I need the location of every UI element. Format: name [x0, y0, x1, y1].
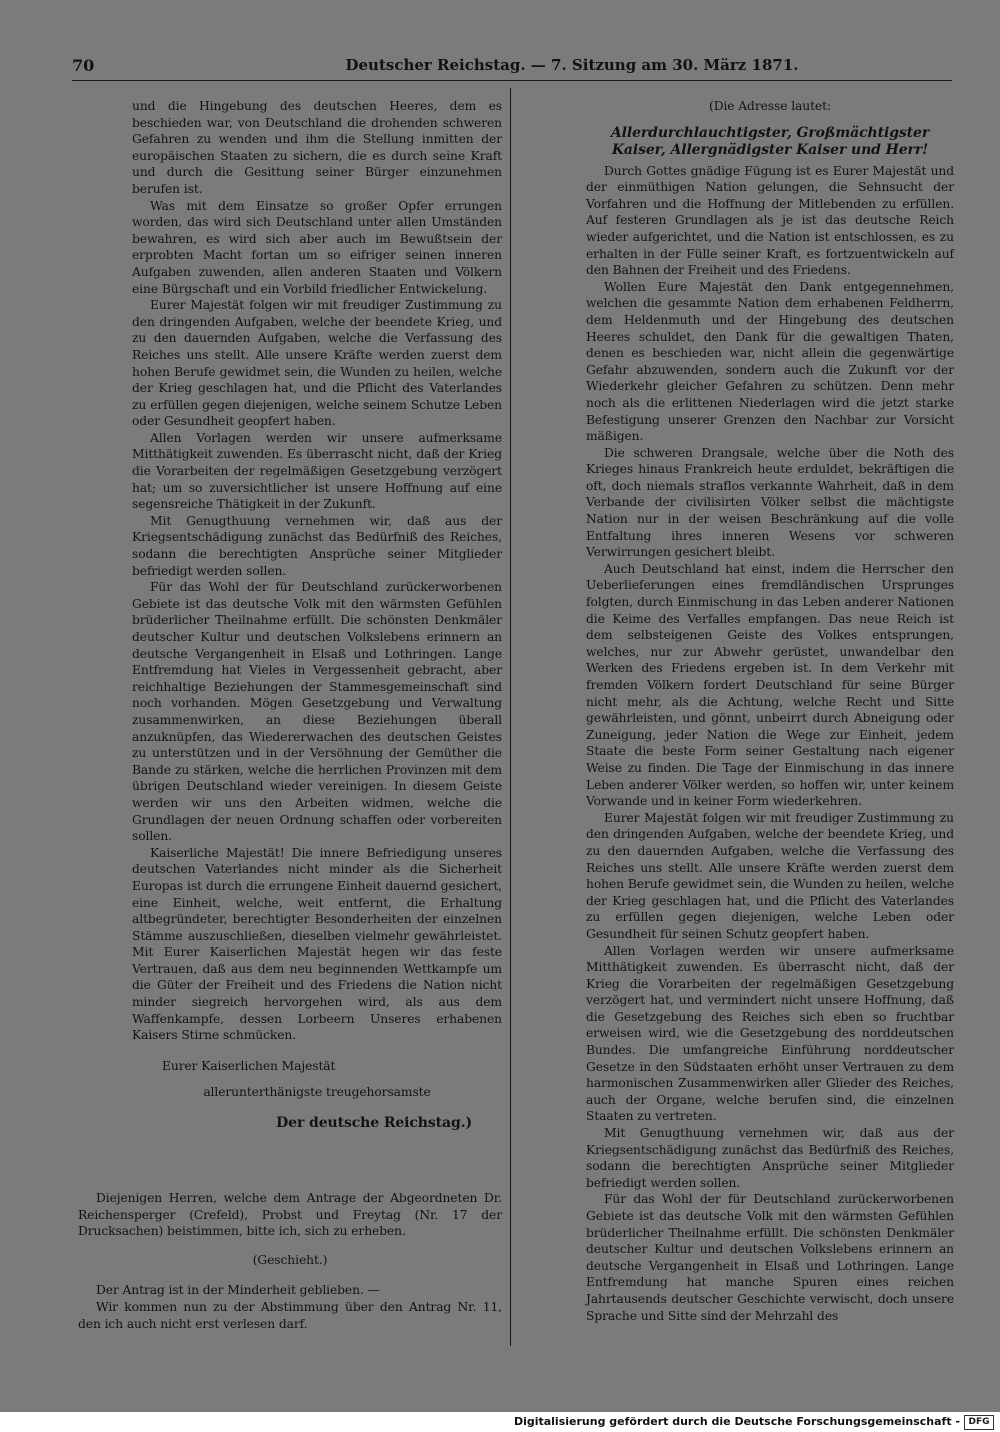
footer — [0, 1412, 1000, 1432]
signature: Der deutsche Reichstag.) — [276, 1115, 472, 1132]
action-note: (Geschieht.) — [252, 1252, 328, 1267]
paragraph: Für das Wohl der für Deutschland zurückerworbenen Gebiete ist das deutsche Volk mit den wärmsten Gefühlen brüderlicher Theilnahme erfüllt. Die schönsten Denkmäler deutscher Kultur und deutschen Volkslebens erinnern an deutsche Vergangenheit in Elsaß und Lothringen. Lange Entfremdung hat Vieles in Vergessenheit gebracht, aber reichhaltige Beziehungen der Stammesgemeinschaft sind noch vorhanden. Mögen Gesetzgebung und Verwaltung zusammenwirken, an diese Beziehungen überall anzuknüpfen, das Wiedererwachen des deutschen Geistes zu unterstützen und in der Versöhnung der Gemüther die Bande zu stärken, welche die herrlichen Provinzen mit dem übrigen Deutschland wieder vereinigen. In diesem Geiste werden wir uns den Arbeiten widmen, welche die Grundlagen der neuen Ordnung schaffen oder vorbereiten sollen. — [132, 580, 502, 844]
left-column-proceedings — [78, 1190, 502, 1332]
paragraph: Mit Genugthuung vernehmen wir, daß aus der Kriegsentschädigung zunächst das Bedürfniß des Reiches, sodann die berechtigten Ansprüche seiner Mitglieder befriedigt werden sollen. — [132, 513, 502, 578]
left-column — [132, 98, 502, 1132]
paragraph: Eurer Majestät folgen wir mit freudiger Zustimmung zu den dringenden Aufgaben, welche der beendete Krieg, und zu den dauernden Aufgaben, welche die Verfassung des Reiches uns stellt. Alle unsere Kräfte werden zuerst dem hohen Berufe gewidmet sein, die Wunden zu heilen, welche der Krieg geschlagen hat, und die Pflicht des Vaterlandes zu erfüllen gegen diejenigen, welche seinem Schutze Leben oder Gesundheit geopfert haben. — [132, 298, 502, 429]
page-header — [72, 56, 952, 78]
paragraph: Durch Gottes gnädige Fügung ist es Eurer Majestät und der einmüthigen Nation gelungen, die Sehnsucht der Vorfahren und die Hoffnung der Mitlebenden zu erfüllen. Auf festeren Grundlagen als je ist das deutsche Reich wieder aufgerichtet, und die Nation ist entschlossen, es zu erhalten in der Fülle seiner Kraft, es fortzuentwickeln auf den Bahnen der Freiheit und des Friedens. — [586, 163, 954, 278]
signature-line: allerunterthänigste treugehorsamste — [203, 1085, 431, 1100]
result-note: Der Antrag ist in der Minderheit geblieben. — — [96, 1283, 380, 1298]
address-heading: Allerdurchlauchtigster, Großmächtigster Kaiser, Allergnädigster Kaiser und Herr! — [610, 124, 930, 158]
paragraph: Allen Vorlagen werden wir unsere aufmerksame Mitthätigkeit zuwenden. Es überrascht nicht, daß der Krieg die Vorarbeiten der regelmäßigen Gesetzgebung verzögert hat; um so zuversichtlicher ist unsere Hoffnung auf eine segensreiche Thätigkeit in der Zukunft. — [132, 430, 502, 512]
footer-credit: Digitalisierung gefördert durch die Deutsche Forschungsgemeinschaft - — [513, 1415, 960, 1428]
address-intro: (Die Adresse lautet: — [709, 99, 831, 113]
paragraph: Eurer Majestät folgen wir mit freudiger Zustimmung zu den dringenden Aufgaben, welche der beendete Krieg, und zu den dauernden Aufgaben, welche die Verfassung des Reiches uns stellt. Alle unsere Kräfte werden zuerst dem hohen Berufe gewidmet sein, die Wunden zu heilen, welche der Krieg geschlagen hat, und die Pflicht des Vaterlandes zu erfüllen gegen diejenigen, welche Leben oder Gesundheit für seinen Schutz geopfert haben. — [586, 810, 954, 941]
running-title: Deutscher Reichstag. — 7. Sitzung am 30. März 1871. — [345, 56, 799, 74]
next-vote: Wir kommen nun zu der Abstimmung über den Antrag Nr. 11, den ich auch nicht erst verlesen darf. — [78, 1299, 502, 1331]
column-divider — [510, 88, 511, 1346]
paragraph: Kaiserliche Majestät! Die innere Befriedigung unseres deutschen Vaterlandes nicht minder als die Sicherheit Europas ist durch die errungene Einheit dauernd gesichert, eine Einheit, welche, weit entfernt, die Erhaltung altbegründeter, berechtigter Besonderheiten der einzelnen Stämme auszuschließen, dieselben vielmehr gewährleistet. Mit Eurer Kaiserlichen Majestät hegen wir das feste Vertrauen, daß aus dem neu beginnenden Wettkampfe um die Güter der Freiheit und des Friedens die Nation nicht minder siegreich hervorgehen wird, als aus dem Waffenkampfe, dessen Lorbeern Unseres erhabenen Kaisers Stirne schmücken. — [132, 845, 502, 1043]
paragraph: Mit Genugthuung vernehmen wir, daß aus der Kriegsentschädigung zunächst das Bedürfniß des Reiches, sodann die berechtigten Ansprüche seiner Mitglieder befriedigt werden sollen. — [586, 1126, 954, 1190]
header-rule — [72, 80, 952, 81]
paragraph: Allen Vorlagen werden wir unsere aufmerksame Mitthätigkeit zuwenden. Es überrascht nicht, daß der Krieg die Vorarbeiten der regelmäßigen Gesetzgebung verzögert hat, und vermindert nicht unsere Hoffnung, daß die Gesetzgebung des Reiches sich eben so fruchtbar erweisen wird, wie die Gesetzgebung des norddeutschen Bundes. Die umfangreiche Einführung norddeutscher Gesetze in den Südstaaten erhöht unser Vertrauen zu dem harmonischen Zusammenwirken aller Glieder des Reiches, auch der Organe, welche berufen sind, die einzelnen Staaten zu vertreten. — [586, 943, 954, 1124]
vote-call: Diejenigen Herren, welche dem Antrage der Abgeordneten Dr. Reichensperger (Crefeld), Probst und Freytag (Nr. 17 der Drucksachen) beistimmen, bitte ich, sich zu erheben. — [78, 1191, 502, 1239]
paragraph: Was mit dem Einsatze so großer Opfer errungen worden, das wird sich Deutschland unter allen Umständen bewahren, es wird sich aber auch im Bewußtsein der erprobten Macht fortan um so eifriger seinen inneren Aufgaben zuwenden, allen anderen Staaten und Völkern eine Bürgschaft und ein Vorbild friedlicher Entwickelung. — [132, 198, 502, 296]
signature-intro: Eurer Kaiserlichen Majestät — [162, 1058, 336, 1073]
paragraph: Für das Wohl der für Deutschland zurückerworbenen Gebiete ist das deutsche Volk mit den wärmsten Gefühlen brüderlicher Theilnahme erfüllt. Die schönsten Denkmäler deutscher Kultur und deutschen Volkslebens erinnern an deutsche Vergangenheit in Elsaß und Lothringen. Lange Entfremdung hat manche Spuren eines reichen Jahrtausends deutscher Geschichte verwischt, doch unsere Sprache und Sitte sind der Mehrzahl des — [586, 1192, 954, 1323]
paragraph: und die Hingebung des deutschen Heeres, dem es beschieden war, von Deutschland die drohenden schweren Gefahren zu wenden und ihm die Stellung inmitten der europäischen Staaten zu sichern, die es durch seine Kraft und durch die Gesittung seiner Bürger einzunehmen berufen ist. — [132, 99, 502, 196]
paragraph: Auch Deutschland hat einst, indem die Herrscher den Ueberlieferungen eines fremdländischen Ursprunges folgten, durch Einmischung in das Leben anderer Nationen die Keime des Verfalles empfangen. Das neue Reich ist dem selbsteigenen Geiste des Volkes entsprungen, welches, nur zur Abwehr gerüstet, unwandelbar den Werken des Friedens ergeben ist. In dem Verkehr mit fremden Völkern fordert Deutschland für seine Bürger nicht mehr, als die Achtung, welche Recht und Sitte gewährleisten, und gönnt, unbeirrt durch Abneigung oder Zuneigung, jeder Nation die Wege zur Einheit, jedem Staate die beste Form seiner Gestaltung nach eigener Weise zu finden. Die Tage der Einmischung in das innere Leben anderer Völker werden, so hoffen wir, unter keinem Vorwande und in keiner Form wiederkehren. — [586, 561, 954, 809]
paragraph: Die schweren Drangsale, welche über die Noth des Krieges hinaus Frankreich heute erduldet, bekräftigen die oft, doch niemals straflos verkannte Wahrheit, daß in dem Verbande der civilisirten Völker selbst die mächtigste Nation nur in der weisen Beschränkung auf die volle Entfaltung ihres inneren Wesens vor schweren Verwirrungen gesichert bleibt. — [586, 445, 954, 560]
page-number: 70 — [72, 56, 95, 75]
paragraph: Wollen Eure Majestät den Dank entgegennehmen, welchen die gesammte Nation dem erhabenen Feldherrn, dem Heldenmuth und der Hingebung des deutschen Heeres schuldet, den Dank für die gewaltigen Thaten, denen es beschieden war, nicht allein die gegenwärtige Gefahr abzuwenden, sondern auch die Zukunft vor der Wiederkehr gleicher Gefahren zu schützen. Denn mehr noch als die erlittenen Niederlagen wird die jetzt starke Befestigung unserer Grenzen den Nachbar zur Vorsicht mäßigen. — [586, 279, 954, 444]
right-column — [586, 98, 954, 1324]
dfg-logo: DFG — [964, 1415, 994, 1430]
